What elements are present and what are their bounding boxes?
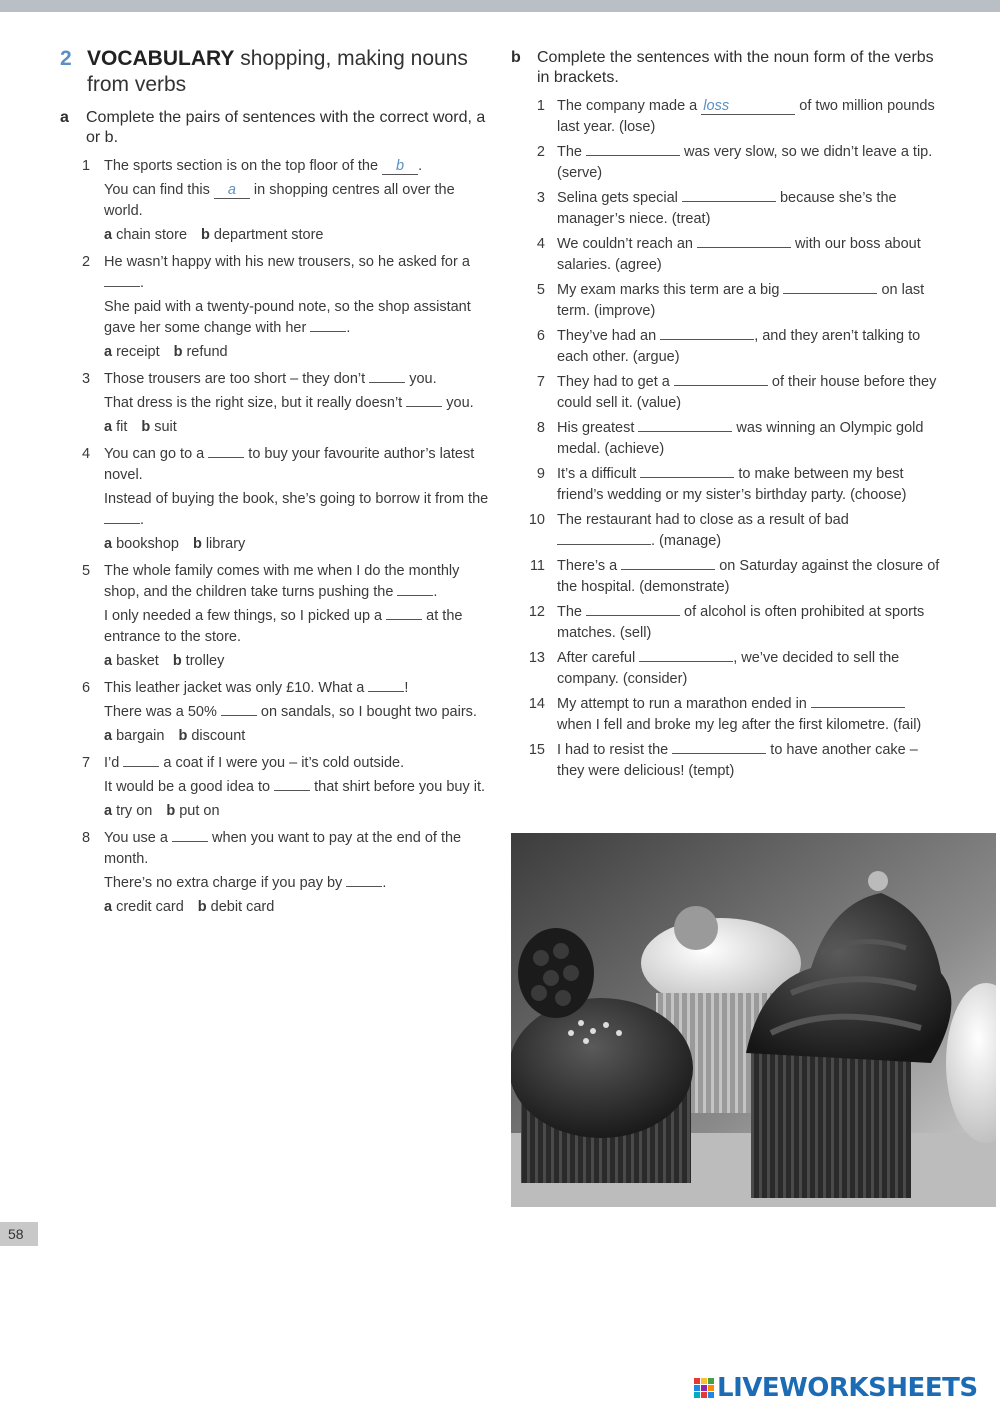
answer-gap[interactable] — [672, 753, 766, 754]
item-number: 12 — [528, 604, 545, 620]
exercise-b-item: 6 They’ve had an , and they aren’t talking to each other. (argue) — [511, 326, 941, 368]
exercise-b-item: 11 There’s a on Saturday against the closure of the hospital. (demonstrate) — [511, 556, 941, 598]
exercise-b-item: 1 The company made a loss of two million pounds last year. (lose) — [511, 96, 941, 138]
item-number: 5 — [82, 563, 91, 579]
item-number: 15 — [528, 742, 545, 758]
exercise-b-item: 9 It’s a difficult to make between my best friend’s wedding or my sister’s birthday party. (choose) — [511, 464, 941, 506]
answer-gap[interactable] — [621, 569, 715, 570]
item-number: 4 — [82, 446, 91, 462]
item-number: 5 — [536, 282, 545, 298]
section-title-rest: shopping, making nouns from verbs — [87, 47, 468, 96]
answer-gap[interactable] — [697, 247, 791, 248]
exercise-a-sentence: I only needed a few things, so I picked up a at the entrance to the store. — [104, 608, 463, 645]
exercise-a-item — [60, 444, 490, 555]
liveworksheets-wordmark: LIVEWORKSHEETS — [717, 1373, 978, 1403]
answer-gap[interactable] — [586, 155, 680, 156]
exercise-a-item — [60, 753, 490, 822]
exercise-a-item — [60, 561, 490, 672]
options: a bargain b discount — [104, 728, 246, 744]
answer-gap[interactable] — [104, 523, 140, 524]
answer-gap[interactable]: b — [382, 158, 418, 175]
exercise-b-item: 3 Selina gets special because she’s the manager’s niece. (treat) — [511, 188, 941, 230]
exercise-b-item: 8 His greatest was winning an Olympic gold medal. (achieve) — [511, 418, 941, 460]
top-scan-bar — [0, 0, 1000, 12]
answer-gap[interactable] — [639, 661, 733, 662]
exercise-a-item — [60, 828, 490, 918]
item-number: 11 — [529, 558, 545, 574]
answer-gap[interactable]: loss — [701, 98, 795, 115]
option-b: library — [205, 536, 246, 552]
answer-gap[interactable] — [660, 339, 754, 340]
option-b: suit — [154, 419, 177, 435]
part-b-instruction — [511, 48, 941, 88]
option-a: basket — [116, 653, 159, 669]
exercise-a-item — [60, 678, 490, 747]
right-column — [511, 48, 941, 786]
item-number: 9 — [536, 466, 545, 482]
part-a-instruction — [60, 108, 490, 148]
item-number: 2 — [536, 144, 545, 160]
exercise-b-item: 5 My exam marks this term are a big on last term. (improve) — [511, 280, 941, 322]
exercise-b-item: 10 The restaurant had to close as a result of bad . (manage) — [511, 510, 941, 552]
answer-gap[interactable] — [368, 691, 404, 692]
option-a: receipt — [116, 344, 160, 360]
exercise-a-sentence: You can go to a to buy your favourite author’s latest novel. — [104, 446, 475, 483]
exercise-a-item — [60, 156, 490, 246]
answer-gap[interactable] — [674, 385, 768, 386]
exercise-b-item: 12 The of alcohol is often prohibited at sports matches. (sell) — [511, 602, 941, 644]
options: a try on b put on — [104, 803, 220, 819]
left-column — [60, 46, 490, 924]
item-number: 1 — [82, 158, 91, 174]
item-number: 4 — [536, 236, 545, 252]
exercise-a-sentence: That dress is the right size, but it really doesn’t you. — [104, 395, 474, 411]
options: a credit card b debit card — [104, 899, 275, 915]
part-a-letter: a — [60, 109, 69, 126]
option-a: fit — [116, 419, 128, 435]
option-b: department store — [213, 227, 324, 243]
exercise-a-sentence: You use a when you want to pay at the end of the month. — [104, 830, 462, 867]
exercise-b-item: 14 My attempt to run a marathon ended in when I fell and broke my leg after the first kilometre. (fail) — [511, 694, 941, 736]
answer-gap[interactable] — [369, 382, 405, 383]
item-number: 6 — [536, 328, 545, 344]
answer-gap[interactable] — [221, 715, 257, 716]
liveworksheets-grid-icon — [694, 1378, 714, 1398]
cupcakes-photo — [511, 833, 996, 1207]
exercise-a-sentence: He wasn’t happy with his new trousers, so he asked for a . — [104, 254, 470, 291]
answer-gap[interactable] — [406, 406, 442, 407]
item-number: 2 — [82, 254, 91, 270]
item-number: 14 — [528, 696, 545, 712]
answer-gap[interactable] — [274, 790, 310, 791]
exercise-b-item: 13 After careful , we’ve decided to sell the company. (consider) — [511, 648, 941, 690]
item-number: 6 — [82, 680, 91, 696]
part-a-instruction-text: Complete the pairs of sentences with the correct word, a or b. — [86, 109, 486, 146]
item-number: 7 — [536, 374, 545, 390]
answer-gap[interactable] — [310, 331, 346, 332]
exercise-b-item: 2 The was very slow, so we didn’t leave a tip. (serve) — [511, 142, 941, 184]
item-number: 7 — [82, 755, 91, 771]
answer-gap[interactable] — [783, 293, 877, 294]
answer-gap[interactable] — [208, 457, 244, 458]
section-title — [60, 46, 490, 98]
option-a: chain store — [116, 227, 188, 243]
item-number: 8 — [82, 830, 91, 846]
part-a-list — [60, 156, 490, 918]
exercise-a-sentence: She paid with a twenty-pound note, so the shop assistant gave her some change with her . — [104, 299, 471, 336]
item-number: 13 — [528, 650, 545, 666]
exercise-b-item: 4 We couldn’t reach an with our boss about salaries. (agree) — [511, 234, 941, 276]
liveworksheets-logo — [694, 1373, 978, 1403]
options: a bookshop b library — [104, 536, 246, 552]
exercise-a-sentence: There was a 50% on sandals, so I bought two pairs. — [104, 704, 477, 720]
answer-gap[interactable] — [557, 544, 651, 545]
exercise-a-sentence: The sports section is on the top floor of the b . — [104, 158, 423, 174]
answer-gap[interactable] — [123, 766, 159, 767]
exercise-a-sentence: There’s no extra charge if you pay by . — [104, 875, 387, 891]
exercise-b-item: 7 They had to get a of their house before they could sell it. (value) — [511, 372, 941, 414]
option-b: debit card — [210, 899, 275, 915]
answer-gap[interactable]: a — [214, 182, 250, 199]
exercise-b-item: 15 I had to resist the to have another cake – they were delicious! (tempt) — [511, 740, 941, 782]
exercise-a-sentence: Instead of buying the book, she’s going to borrow it from the . — [104, 491, 489, 528]
option-b: trolley — [185, 653, 225, 669]
exercise-a-sentence: You can find this a in shopping centres all over the world. — [104, 182, 455, 219]
part-b-list — [511, 96, 941, 782]
option-b: discount — [191, 728, 246, 744]
option-b: put on — [179, 803, 220, 819]
item-number: 10 — [528, 512, 545, 528]
answer-gap[interactable] — [386, 619, 422, 620]
item-number: 3 — [82, 371, 91, 387]
section-number: 2 — [60, 47, 72, 70]
answer-gap[interactable] — [172, 841, 208, 842]
answer-gap[interactable] — [586, 615, 680, 616]
options: a chain store b department store — [104, 227, 324, 243]
section-title-bold: VOCABULARY — [87, 47, 235, 70]
option-b: refund — [186, 344, 228, 360]
option-a: try on — [116, 803, 153, 819]
answer-gap[interactable] — [640, 477, 734, 478]
exercise-a-sentence: Those trousers are too short – they don’t you. — [104, 371, 437, 387]
answer-gap[interactable] — [346, 886, 382, 887]
option-a: bookshop — [116, 536, 179, 552]
answer-gap[interactable] — [104, 286, 140, 287]
exercise-a-sentence: It would be a good idea to that shirt before you buy it. — [104, 779, 486, 795]
part-b-instruction-text: Complete the sentences with the noun form of the verbs in brackets. — [537, 49, 934, 86]
answer-gap[interactable] — [811, 707, 905, 708]
item-number: 1 — [536, 98, 545, 114]
cupcakes-illustration — [511, 833, 996, 1207]
part-b-letter: b — [511, 49, 521, 66]
option-a: bargain — [116, 728, 165, 744]
answer-gap[interactable] — [638, 431, 732, 432]
item-number: 8 — [536, 420, 545, 436]
options: a receipt b refund — [104, 344, 228, 360]
options: a fit b suit — [104, 419, 177, 435]
exercise-a-item — [60, 252, 490, 363]
exercise-a-sentence: The whole family comes with me when I do the monthly shop, and the children take turns pushing the . — [104, 563, 460, 600]
answer-gap[interactable] — [397, 595, 433, 596]
option-a: credit card — [116, 899, 184, 915]
exercise-a-item — [60, 369, 490, 438]
exercise-a-sentence: This leather jacket was only £10. What a ! — [104, 680, 409, 696]
answer-gap[interactable] — [682, 201, 776, 202]
exercise-a-sentence: I’d a coat if I were you – it’s cold outside. — [104, 755, 405, 771]
item-number: 3 — [536, 190, 545, 206]
options: a basket b trolley — [104, 653, 225, 669]
page-number: 58 — [0, 1222, 38, 1246]
